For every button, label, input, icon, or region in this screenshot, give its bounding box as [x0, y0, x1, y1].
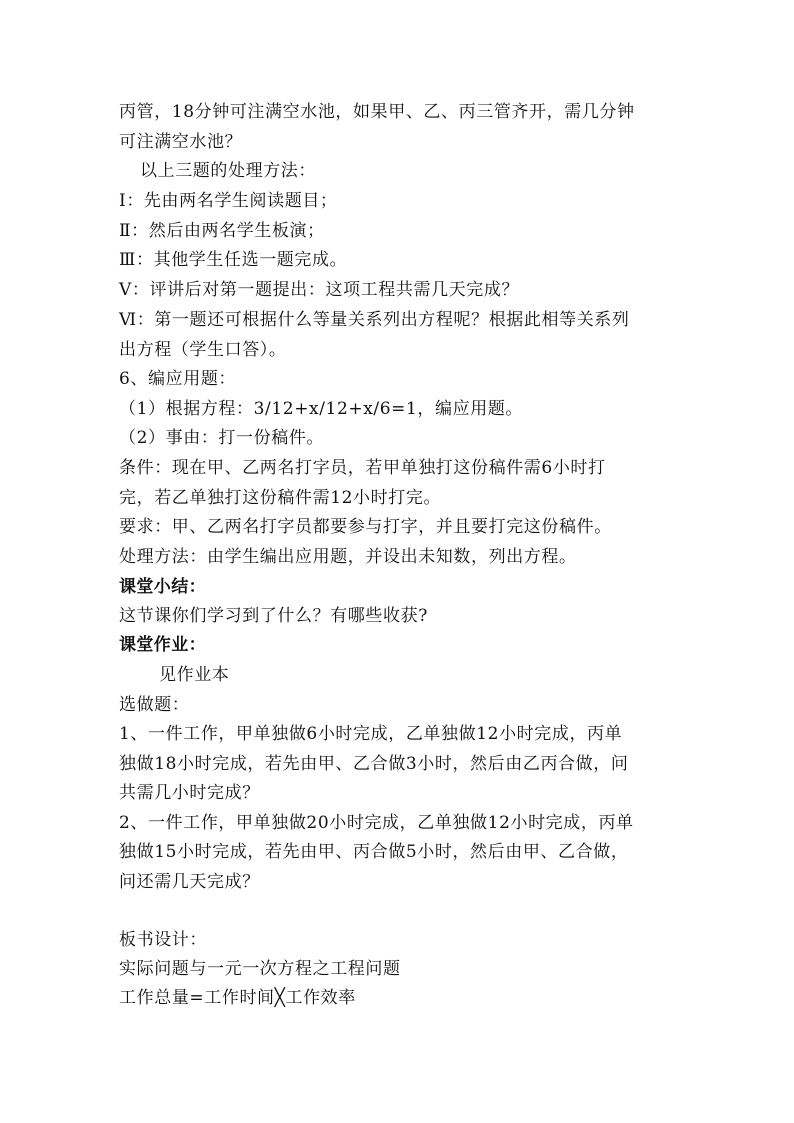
text-line: 独做15小时完成，若先由甲、丙合做5小时，然后由甲、乙合做， [119, 842, 629, 862]
heading-class-homework: 课堂作业： [119, 635, 206, 655]
text-line: 共需几小时完成？ [119, 783, 260, 803]
section-heading: 6、编应用题： [119, 369, 237, 389]
list-item: Ⅴ：评讲后对第一题提出：这项工程共需几天完成？ [119, 280, 520, 300]
list-item: Ⅱ：然后由两名学生板演； [119, 221, 325, 241]
text-line: 处理方法：由学生编出应用题，并设出未知数，列出方程。 [119, 547, 577, 567]
text-line: 完，若乙单独打这份稿件需12小时打完。 [119, 488, 442, 508]
list-item: Ⅰ：先由两名学生阅读题目； [119, 191, 338, 211]
text-line: 出方程（学生口答）。 [119, 340, 287, 360]
text-line: 要求：甲、乙两名打字员都要参与打字，并且要打完这份稿件。 [119, 517, 612, 537]
text-line: 问还需几天完成？ [119, 872, 260, 892]
section-heading: 以上三题的处理方法： [140, 161, 316, 181]
text-line: 这节课你们学习到了什么？有哪些收获? [119, 606, 428, 626]
text-line: 条件：现在甲、乙两名打字员，若甲单独打这份稿件需6小时打 [119, 458, 606, 478]
list-item: （2）事由：打一份稿件。 [119, 428, 325, 448]
list-item: Ⅲ：其他学生任选一题完成。 [119, 250, 348, 270]
text-line: 丙管，18分钟可注满空水池，如果甲、乙、丙三管齐开，需几分钟 [119, 102, 635, 122]
text-line: 实际问题与一元一次方程之工程问题 [119, 959, 401, 979]
list-item: （1）根据方程：3/12+x/12+x/6=1，编应用题。 [119, 399, 524, 419]
text-line: 1、一件工作，甲单独做6小时完成，乙单独做12小时完成，丙单 [119, 724, 623, 744]
heading-class-summary: 课堂小结： [119, 577, 206, 597]
text-line: 工作总量=工作时间╳工作效率 [119, 988, 356, 1008]
text-line: 见作业本 [159, 665, 230, 685]
text-line: 2、一件工作，甲单独做20小时完成，乙单独做12小时完成，丙单 [119, 813, 634, 833]
text-line: 独做18小时完成，若先由甲、乙合做3小时，然后由乙丙合做，问 [119, 754, 629, 774]
text-line: 可注满空水池？ [119, 132, 243, 152]
list-item: Ⅵ：第一题还可根据什么等量关系列出方程呢？根据此相等关系列 [119, 310, 630, 330]
section-heading: 板书设计： [119, 930, 207, 950]
section-heading: 选做题： [119, 695, 190, 715]
